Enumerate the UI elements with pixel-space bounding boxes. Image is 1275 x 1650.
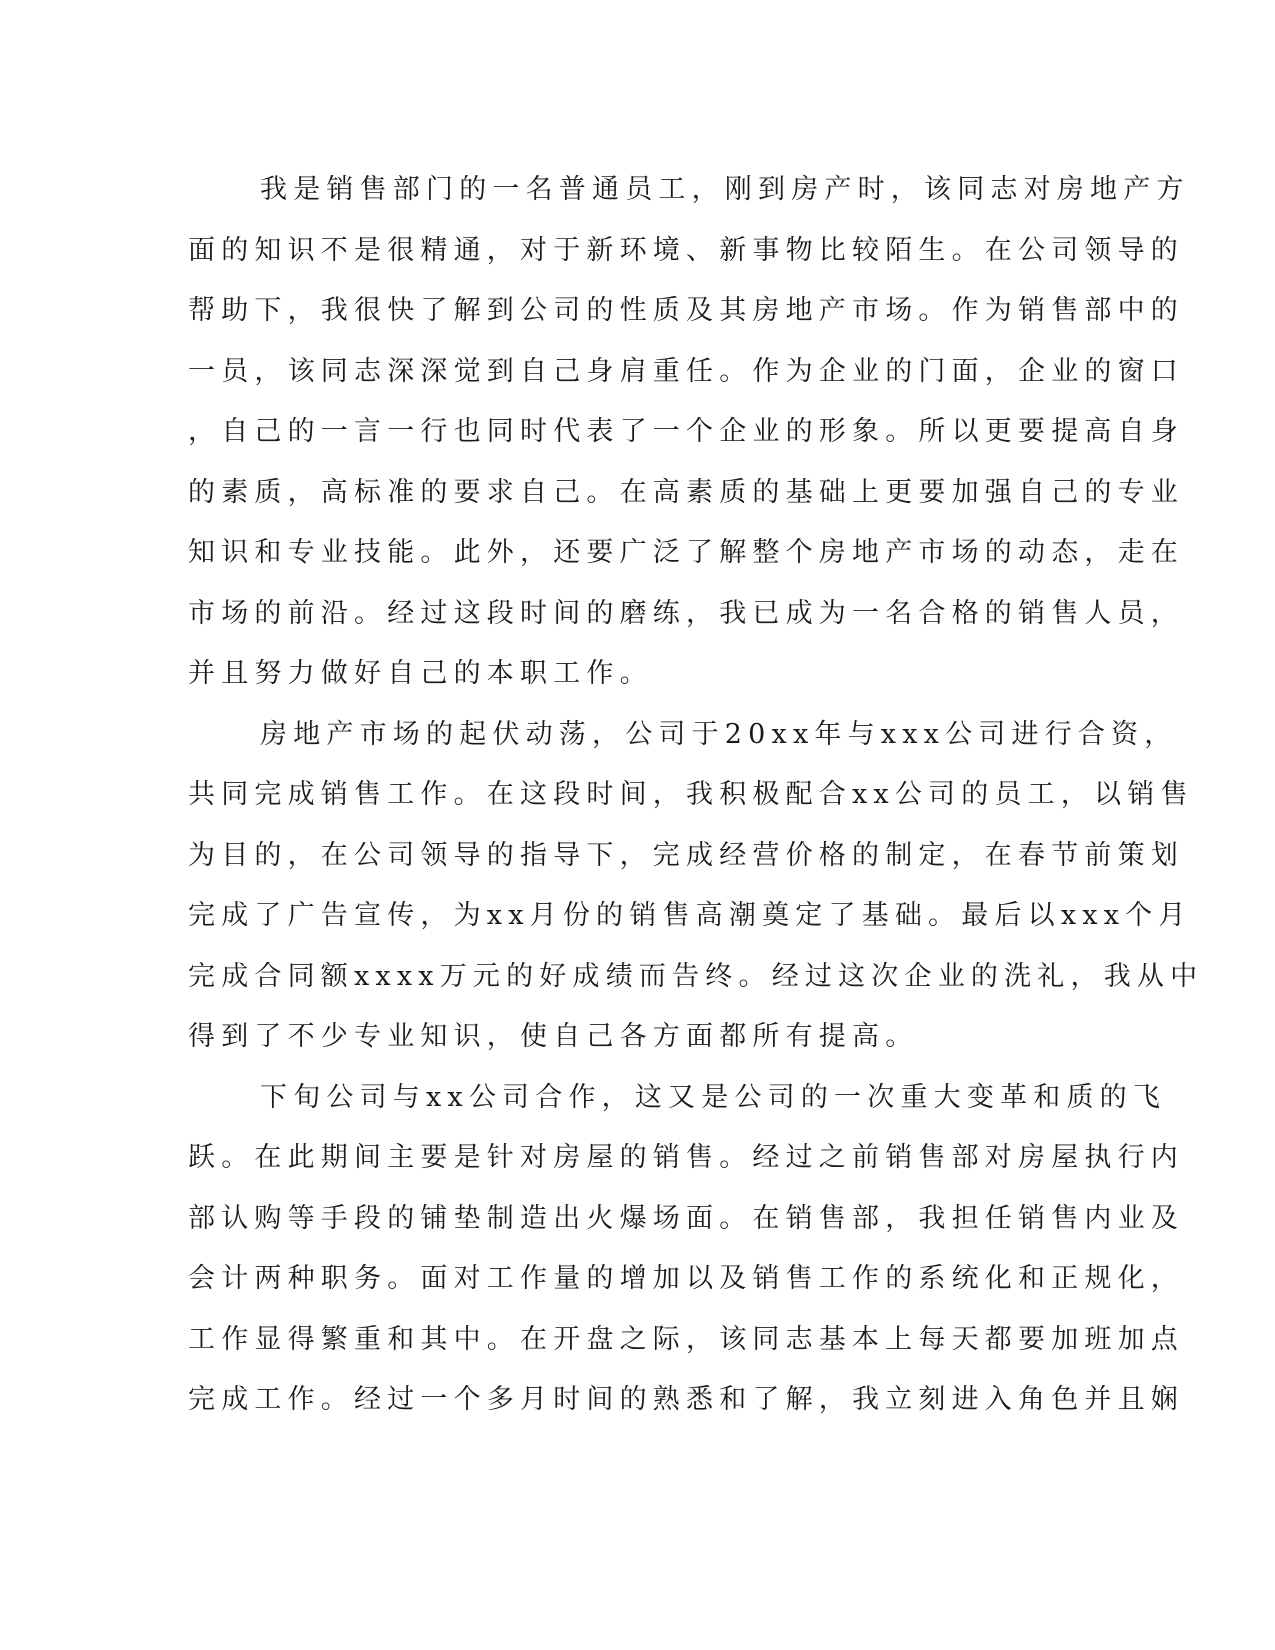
text-line: 下旬公司与xx公司合作，这又是公司的一次重大变革和质的飞 — [260, 1081, 1167, 1113]
text-line: 工作显得繁重和其中。在开盘之际，该同志基本上每天都要加班加点 — [188, 1323, 1184, 1355]
text-line: 帮助下，我很快了解到公司的性质及其房地产市场。作为销售部中的 — [188, 295, 1184, 326]
text-line: 跃。在此期间主要是针对房屋的销售。经过之前销售部对房屋执行内 — [188, 1142, 1184, 1173]
text-line: 得到了不少专业知识，使自己各方面都所有提高。 — [188, 1021, 919, 1052]
text-line: 房地产市场的起伏动荡，公司于20xx年与xxx公司进行合资， — [260, 718, 1178, 750]
text-line: 知识和专业技能。此外，还要广泛了解整个房地产市场的动态，走在 — [188, 537, 1184, 568]
text-line: 的素质，高标准的要求自己。在高素质的基础上更要加强自己的专业 — [188, 476, 1184, 508]
text-line: 会计两种职务。面对工作量的增加以及销售工作的系统化和正规化， — [188, 1263, 1184, 1294]
text-line: 共同完成销售工作。在这段时间，我积极配合xx公司的员工，以销售 — [188, 779, 1194, 810]
paragraph-2 — [188, 705, 1204, 1068]
paragraph-3 — [188, 1068, 1184, 1431]
text-line: 完成了广告宣传，为xx月份的销售高潮奠定了基础。最后以xxx个月 — [188, 900, 1192, 931]
text-line: 完成工作。经过一个多月时间的熟悉和了解，我立刻进入角色并且娴 — [188, 1384, 1184, 1415]
text-line: 并且努力做好自己的本职工作。 — [188, 658, 653, 689]
document-body — [188, 160, 1204, 1431]
text-line: 为目的，在公司领导的指导下，完成经营价格的制定，在春节前策划 — [188, 839, 1184, 871]
text-line: 市场的前沿。经过这段时间的磨练，我已成为一名合格的销售人员， — [188, 597, 1184, 629]
text-line: 面的知识不是很精通，对于新环境、新事物比较陌生。在公司领导的 — [188, 234, 1184, 266]
text-line: 我是销售部门的一名普通员工，刚到房产时，该同志对房地产方 — [260, 174, 1190, 205]
text-line: 完成合同额xxxx万元的好成绩而告终。经过这次企业的洗礼，我从中 — [188, 960, 1204, 992]
text-line: ，自己的一言一行也同时代表了一个企业的形象。所以更要提高自身 — [188, 416, 1184, 447]
text-line: 一员，该同志深深觉到自己身肩重任。作为企业的门面，企业的窗口 — [188, 355, 1184, 387]
text-line: 部认购等手段的铺垫制造出火爆场面。在销售部，我担任销售内业及 — [188, 1202, 1184, 1234]
paragraph-1 — [188, 160, 1190, 705]
